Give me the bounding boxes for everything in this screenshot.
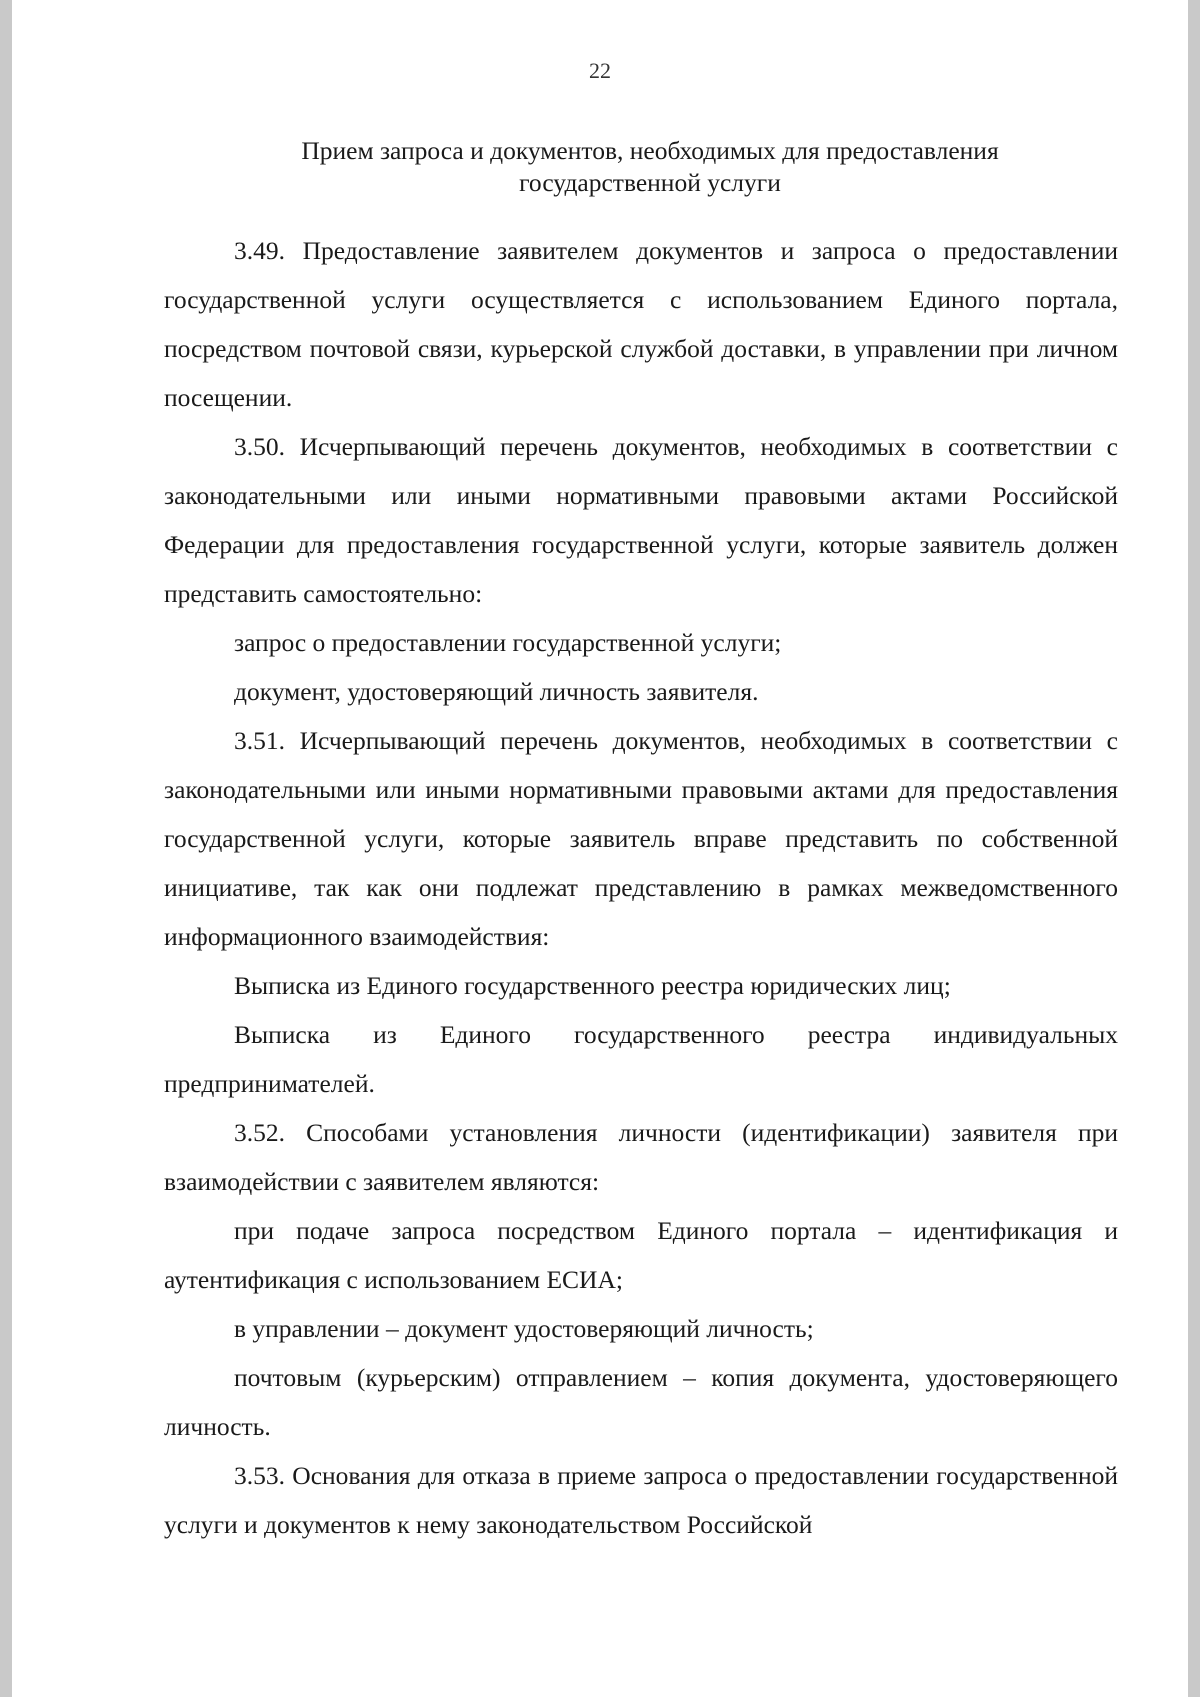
section-title — [152, 135, 1148, 199]
list-item-postal: почтовым (курьерским) отправлением – копия документа, удостоверяющего личность. — [164, 1363, 1118, 1441]
document-body — [164, 226, 1118, 1549]
section-title-line-2: государственной услуги — [519, 168, 781, 197]
list-item-identity-document: документ, удостоверяющий личность заявителя. — [234, 677, 759, 706]
paragraph-3-49: 3.49. Предоставление заявителем документов и запроса о предоставлении государственной услуги осуществляется с использованием Единого портала, посредством почтовой связи, курьерской службой доставки, в управлении при личном посещении. — [164, 236, 1118, 412]
paragraph-3-53: 3.53. Основания для отказа в приеме запроса о предоставлении государственной услуги и документов к нему законодательством Российской — [164, 1461, 1118, 1539]
page-number: 22 — [589, 58, 611, 83]
section-title-line-1: Прием запроса и документов, необходимых для предоставления — [301, 136, 999, 165]
paragraph-3-50: 3.50. Исчерпывающий перечень документов, необходимых в соответствии с законодательными или иными нормативными правовыми актами Российской Федерации для предоставления государственной услуги, которые заявитель должен представить самостоятельно: — [164, 432, 1118, 608]
document-page — [12, 0, 1188, 1697]
list-item-egrul-extract: Выписка из Единого государственного реестра юридических лиц; — [234, 971, 951, 1000]
list-item-request: запрос о предоставлении государственной услуги; — [234, 628, 782, 657]
list-item-egrip-extract: Выписка из Единого государственного реестра индивидуальных предпринимателей. — [164, 1020, 1118, 1098]
paragraph-3-52: 3.52. Способами установления личности (идентификации) заявителя при взаимодействии с заявителем являются: — [164, 1118, 1118, 1196]
list-item-portal-identification: при подаче запроса посредством Единого портала – идентификация и аутентификация с использованием ЕСИА; — [164, 1216, 1118, 1294]
paragraph-3-51: 3.51. Исчерпывающий перечень документов, необходимых в соответствии с законодательными или иными нормативными правовыми актами для предоставления государственной услуги, которые заявитель вправе представить по собственной инициативе, так как они подлежат представлению в рамках межведомственного информационного взаимодействия: — [164, 726, 1118, 951]
list-item-in-office: в управлении – документ удостоверяющий личность; — [234, 1314, 814, 1343]
